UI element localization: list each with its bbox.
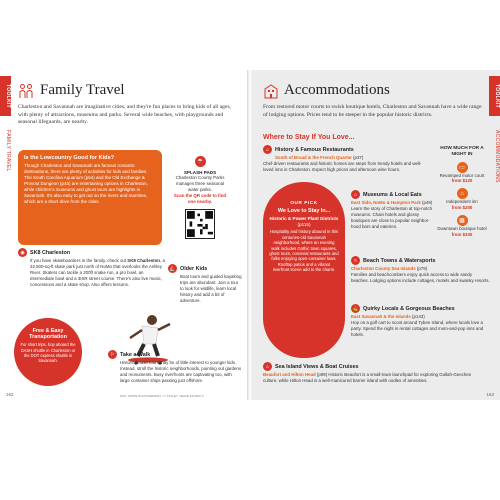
sk8-heading: SK8 Charleston	[30, 249, 71, 256]
kayak-icon: ⛵	[169, 265, 176, 272]
stay-entry-heading: History & Famous Restaurants	[275, 146, 354, 153]
right-page	[253, 70, 500, 400]
left-page-title: Family Travel	[40, 82, 125, 98]
house-icon: ⌂	[457, 188, 468, 199]
stay-entry-location: East Savannah & the Islands (p143)	[351, 314, 425, 319]
stay-entry-body: Chef-driven restaurants and historic homes are steps from trendy hotels and well-loved inns in Charleston. Expect high prices and afternoon wine hours.	[263, 160, 422, 172]
hotel-icon: ▦	[457, 215, 468, 226]
stay-entry-heading: Sea Island Views & Boat Cruises	[275, 363, 359, 370]
stay-entry	[351, 304, 491, 338]
stay-entry-body: Learn the story of Charleston at top-notch museums. Chain hotels and glossy boutiques are close to popular neighbor-hood bars and eateries.	[351, 205, 433, 229]
car-icon: ▭	[457, 162, 468, 173]
stay-entry-location: Beaufort and Hilton Head (p99) Historic Beaufort is a small-town launchpad for exploring Gullah-Geechee culture, while Hilton Head is a well-manicured barrier island with oodles of amenities.	[263, 372, 472, 383]
stay-entry-heading: Quirky Locals & Gorgeous Beaches	[363, 305, 455, 312]
price-item: ▭ Revamped motor court from $120	[437, 162, 487, 185]
splash-heading: SPLASH PADS	[183, 170, 217, 175]
stay-entry	[351, 190, 433, 230]
free-easy-body: For short trips, hop aboard the DASH shuttle in Charleston or the DOT express shuttle in Savannah.	[20, 342, 76, 363]
stay-entry	[351, 256, 491, 284]
family-icon	[18, 83, 34, 99]
walk-icon: ⚐	[108, 350, 117, 359]
splash-pads	[172, 150, 228, 239]
lowcountry-body: Though Charleston and Savannah are famous romantic destinations, there are plenty of activities for kids and families. The South Carolina Aquarium (p64) and the Old Exchange & Provost Dungeon (p45) are entertaining options in Charleston, while children's museums and ghost tours are highlights in Savannah. It's also easy to get out on the rivers and marshes, which are a short drive from the cities.	[24, 163, 148, 205]
stay-entry-body: Families and beachcombers enjoy quick access to wide sandy beaches. Lodging options include cottages, motels and swanky resorts.	[351, 271, 490, 283]
golf-cart-icon: ⛳	[352, 305, 359, 312]
price-item: ▦ Downtown boutique hotel from $330	[437, 215, 487, 238]
beach-icon: ≈	[351, 256, 360, 265]
how-much-heading: HOW MUCH FOR A NIGHT IN	[440, 146, 484, 157]
take-walk-section	[108, 350, 242, 384]
right-intro: From restored motor courts to swish boutique hotels, Charleston and Savannah have a wide range of lodging options. Prices tend to be steeper in the popular historic districts.	[263, 104, 482, 118]
hotel-building-icon	[263, 83, 279, 99]
how-much-sidebar	[437, 146, 487, 242]
right-title-row	[263, 82, 390, 99]
our-pick-body: Hospitality and history abound in this centuries-old Savannah neighborhood, where an evening walk includes Gothic town squares, ghost tours, convivial restaurants and folks enjoying open-container laws. Rooftop patios and a vibrant riverfront scene add to the charm.	[269, 229, 339, 273]
our-pick-label: OUR PICK	[290, 200, 318, 205]
splash-icon: ☂	[172, 150, 228, 168]
older-kids-section	[168, 264, 242, 304]
stay-entry-heading: Museums & Local Eats	[363, 191, 422, 198]
price-item: ⌂ Independent inn from $200	[437, 188, 487, 211]
boat-icon: ⌂	[263, 362, 272, 371]
take-walk-body: Historic house tours may be of little interest to younger kids. Instead, stroll the historic neighborhoods, pointing out gardens and monuments. Busy riverfronts are captivating too, with large container ships passing just offshore.	[120, 360, 242, 383]
stay-entry	[263, 145, 431, 173]
stay-entry-body: Hop on a golf cart to scoot around Tybee Island, where locals love a party. Spend the night in rental cottages and mom-and-pop inns and hotels.	[351, 319, 484, 337]
left-title-row	[18, 82, 125, 99]
stay-entry-location: Charleston County Sea Islands (p79)	[351, 266, 428, 271]
our-pick-sub: Historic & Power Plant Districts (p115)	[269, 216, 339, 227]
sk8-body: If you have skateboarders in the family, check out SK8 Charleston, a 32,500-sq-ft skate park just north of NoMo that overlooks the Ashley River. Skaters can tackle a 200ft snake run, a pro bowl, an intermediate bowl and a 3ISR street course. There's also live music, concessions and a skate shop. Also offers lessons.	[30, 258, 165, 287]
right-page-title: Accommodations	[284, 82, 390, 98]
older-kids-heading: Older Kids	[180, 265, 208, 272]
lowcountry-box	[18, 150, 162, 245]
left-intro: Charleston and Savannah are imaginative cities, and they're fun places to bring kids of all ages, with plenty of attractions, museums and parks. Several wide beaches, with playgrounds and seasonal lifeguards, are nearby.	[18, 104, 232, 126]
right-side-tab: TOOLKIT	[489, 76, 500, 116]
left-side-label: FAMILY TRAVEL	[5, 130, 11, 172]
free-easy-badge	[14, 318, 82, 386]
photo-caption: PHO: SK8TE PHOTOGRAPHY / © TOLLEY / EDGE STUDIO ©	[120, 394, 204, 398]
right-page-number: 163	[486, 392, 494, 397]
free-easy-heading: Free & Easy Transportation	[29, 328, 67, 341]
take-walk-heading: Take a Walk	[120, 351, 151, 358]
splash-cta: Scan the QR code to find one nearby.	[173, 192, 227, 204]
stay-entry-heading: Beach Towns & Watersports	[363, 257, 436, 264]
where-to-stay-heading: Where to Stay If You Love...	[263, 134, 355, 141]
stay-entry-location: South of Broad & the French Quarter (p37)	[275, 155, 364, 160]
our-pick-badge	[263, 182, 345, 358]
stay-entry	[263, 362, 485, 384]
stay-entry-location: East Side, NoMo & Hampton Park (p49)	[351, 200, 433, 205]
right-side-label: ACCOMMODATIONS	[494, 130, 500, 183]
left-page-number: 162	[6, 392, 14, 397]
house-icon: ⌂	[263, 145, 272, 154]
left-page	[0, 70, 247, 400]
splash-body: Charleston County Parks manages three seasonal water parks.	[175, 175, 225, 192]
qr-code[interactable]	[185, 209, 215, 239]
museum-icon: ⌂	[351, 190, 360, 199]
older-kids-body: Boat tours and guided kayaking trips are abundant. Join a tour to look for wildlife, learn local history and add a bit of adventure.	[180, 274, 242, 303]
sk8-section	[18, 248, 168, 288]
our-pick-heading: We Love to Stay In...	[277, 208, 331, 214]
skate-icon: ◉	[18, 248, 27, 257]
lowcountry-heading: Is the Lowcountry Good for Kids?	[24, 155, 115, 161]
left-side-tab: TOOLKIT	[0, 76, 11, 116]
